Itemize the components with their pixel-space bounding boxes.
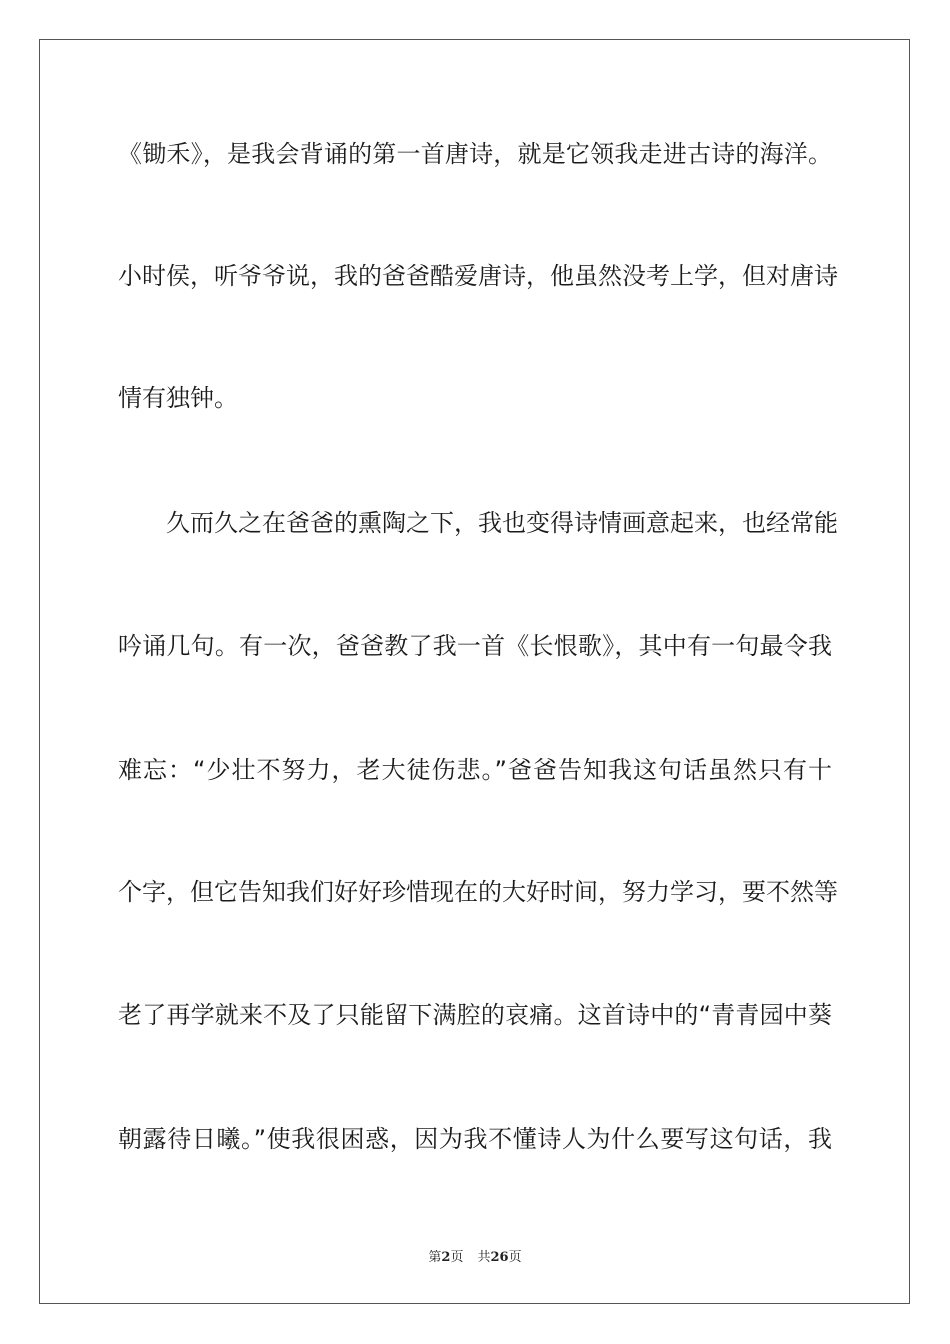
text-line-3: 情有独钟。 xyxy=(118,384,238,412)
footer-total-prefix: 共 xyxy=(477,1250,491,1265)
text-line-6: 难忘：“少壮不努力，老大徒伤悲。”爸爸告知我这句话虽然只有十 xyxy=(118,756,832,784)
text-line-7: 个字，但它告知我们好好珍惜现在的大好时间，努力学习，要不然等 xyxy=(118,878,838,906)
footer-page-suffix: 页 xyxy=(450,1250,464,1265)
text-line-1: 《锄禾》，是我会背诵的第一首唐诗，就是它领我走进古诗的海洋。 xyxy=(118,140,832,168)
footer-page-prefix: 第 xyxy=(428,1250,442,1265)
text-line-2: 小时侯，听爷爷说，我的爸爸酷爱唐诗，他虽然没考上学，但对唐诗 xyxy=(118,262,838,290)
text-line-4: 久而久之在爸爸的熏陶之下，我也变得诗情画意起来，也经常能 xyxy=(166,509,838,537)
footer-total-suffix: 页 xyxy=(508,1250,522,1265)
footer-page-number: 2 xyxy=(441,1250,451,1265)
page-frame xyxy=(39,39,910,1304)
text-line-8: 老了再学就来不及了只能留下满腔的哀痛。这首诗中的“青青园中葵 xyxy=(118,1001,832,1029)
text-line-5: 吟诵几句。有一次，爸爸教了我一首《长恨歌》，其中有一句最令我 xyxy=(118,632,832,660)
footer-total-pages: 26 xyxy=(490,1250,509,1265)
text-line-9: 朝露待日曦。”使我很困惑，因为我不懂诗人为什么要写这句话，我 xyxy=(118,1125,832,1153)
page-footer xyxy=(0,1246,950,1265)
